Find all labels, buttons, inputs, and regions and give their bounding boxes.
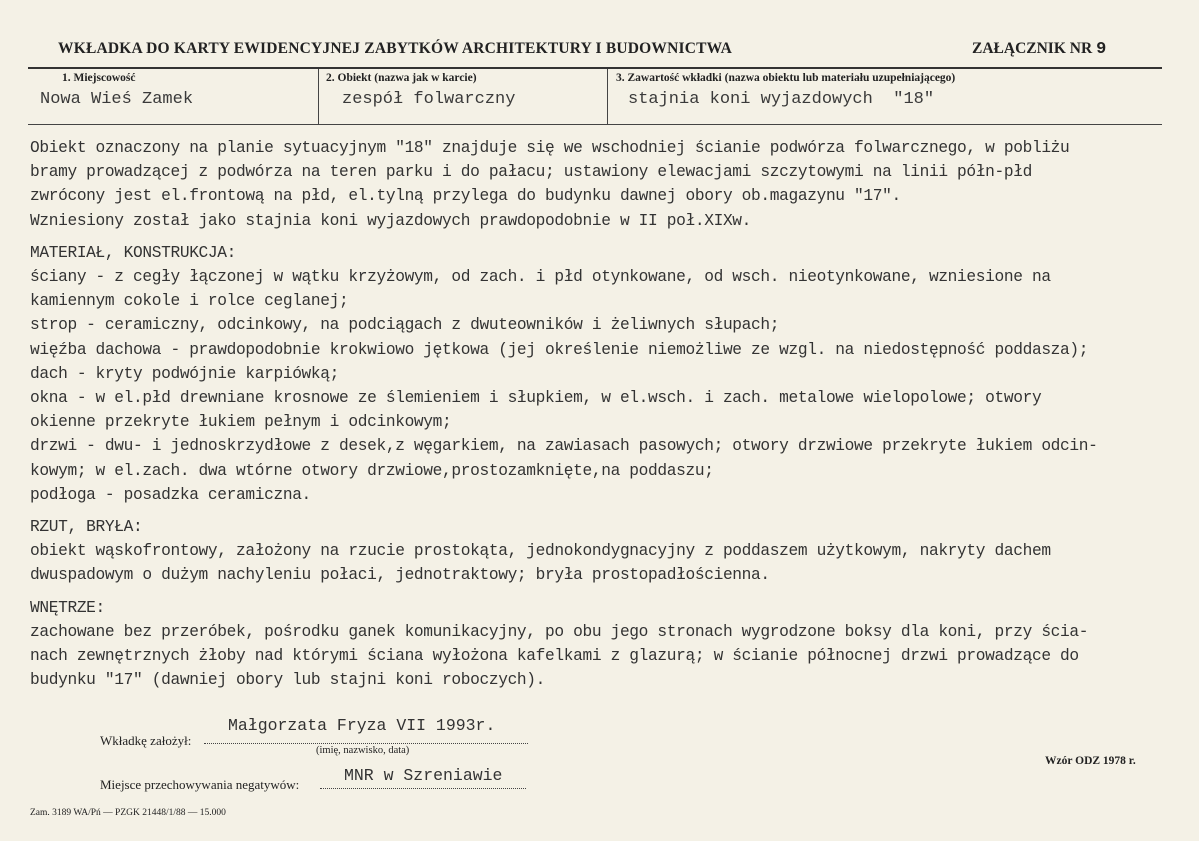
print-info: Zam. 3189 WA/Pń — PZGK 21448/1/88 — 15.000: [30, 808, 226, 818]
material-line: więźba dachowa - prawdopodobnie krokwiowo jętkowa (jej określenie niemożliwe ze wzgl. na niedostępność poddasza);: [30, 340, 1089, 359]
author-hint: (imię, nazwisko, data): [316, 745, 410, 756]
interior-section: [30, 620, 1180, 693]
material-line: okna - w el.płd drewniane krosnowe ze ślemieniem i słupkiem, w el.wsch. i zach. metalowe wielopolowe; otwory: [30, 389, 1042, 408]
interior-line: budynku "17" (dawniej obory lub stajni koni roboczych).: [30, 671, 546, 690]
material-section: [30, 265, 1180, 507]
storage-line: [320, 788, 526, 789]
locality-value: Nowa Wieś Zamek: [40, 90, 194, 109]
material-line: dach - kryty podwójnie karpiówką;: [30, 364, 340, 383]
author-line: [204, 743, 528, 744]
material-line: podłoga - posadzka ceramiczna.: [30, 485, 311, 504]
material-line: drzwi - dwu- i jednoskrzydłowe z desek,z węgarkiem, na zawiasach pasowych; otwory drzwiowe przekryte łukiem odcin-: [30, 437, 1098, 456]
interior-line: nach zewnętrznych żłoby nad którymi ściana wyłożona kafelkami z glazurą; w ścianie północnej drzwi prowadzące do: [30, 647, 1079, 666]
material-line: strop - ceramiczny, odcinkowy, na podciągach z dwuteowników i żeliwnych słupach;: [30, 316, 780, 335]
attachment-number: 9: [1096, 40, 1107, 59]
interior-line: zachowane bez przeróbek, pośrodku ganek komunikacyjny, po obu jego stronach wygrodzone boksy dla koni, przy ścia-: [30, 622, 1089, 641]
object-label: 2. Obiekt (nazwa jak w karcie): [326, 72, 477, 84]
fields-rule: [28, 124, 1162, 125]
material-heading: MATERIAŁ, KONSTRUKCJA:: [30, 243, 237, 262]
form-title: WKŁADKA DO KARTY EWIDENCYJNEJ ZABYTKÓW ARCHITEKTURY I BUDOWNICTWA: [58, 40, 733, 57]
header-rule: [28, 67, 1162, 69]
intro-line: Wzniesiony został jako stajnia koni wyjazdowych prawdopodobnie w II poł.XIXw.: [30, 211, 752, 230]
attachment-number-block: [972, 40, 1106, 59]
document-body: [30, 136, 1180, 692]
intro-line: Obiekt oznaczony na planie sytuacyjnym "18" znajduje się we wschodniej ścianie podwórza folwarcznego, w pobliżu: [30, 139, 1070, 157]
material-line: ściany - z cegły łączonej w wątku krzyżowym, od zach. i płd otynkowane, od wsch. nieotynkowane, wzniesione na: [30, 268, 1051, 287]
field-divider-2: [607, 69, 608, 125]
plan-line: dwuspadowym o dużym nachyleniu połaci, jednotraktowy; bryła prostopadłościenna.: [30, 566, 770, 585]
storage-label: Miejsce przechowywania negatywów:: [100, 777, 300, 792]
plan-section: [30, 539, 1180, 587]
intro-line: bramy prowadzącej z podwórza na teren parku i do pałacu; ustawiony elewacjami szczytowymi na linii półn-płd: [30, 163, 1032, 182]
content-value: stajnia koni wyjazdowych "18": [628, 90, 935, 109]
storage-value: MNR w Szreniawie: [344, 766, 503, 785]
plan-heading: RZUT, BRYŁA:: [30, 518, 143, 537]
attachment-label: ZAŁĄCZNIK NR: [972, 40, 1093, 57]
material-line: okienne przekryte łukiem pełnym i odcinkowym;: [30, 413, 452, 432]
locality-label: 1. Miejscowość: [62, 72, 136, 84]
template-note: Wzór ODZ 1978 r.: [1045, 755, 1136, 767]
material-line: kowym; w el.zach. dwa wtórne otwory drzwiowe,prostozamknięte,na poddaszu;: [30, 461, 714, 480]
material-line: kamiennym cokole i rolce ceglanej;: [30, 292, 349, 311]
plan-line: obiekt wąskofrontowy, założony na rzucie prostokąta, jednokondygnacyjny z poddaszem użytkowym, nakryty dachem: [30, 542, 1051, 561]
object-value: zespół folwarczny: [342, 90, 516, 109]
intro-line: zwrócony jest el.frontową na płd, el.tylną przylega do budynku dawnej obory ob.magazynu "17".: [30, 187, 901, 206]
author-value: Małgorzata Fryza VII 1993r.: [228, 716, 496, 735]
interior-heading: WNĘTRZE:: [30, 598, 105, 617]
content-label: 3. Zawartość wkładki (nazwa obiektu lub materiału uzupełniającego): [616, 72, 956, 84]
author-label: Wkładkę założył:: [100, 733, 192, 748]
field-divider-1: [318, 69, 319, 125]
intro-section: [30, 136, 1180, 233]
